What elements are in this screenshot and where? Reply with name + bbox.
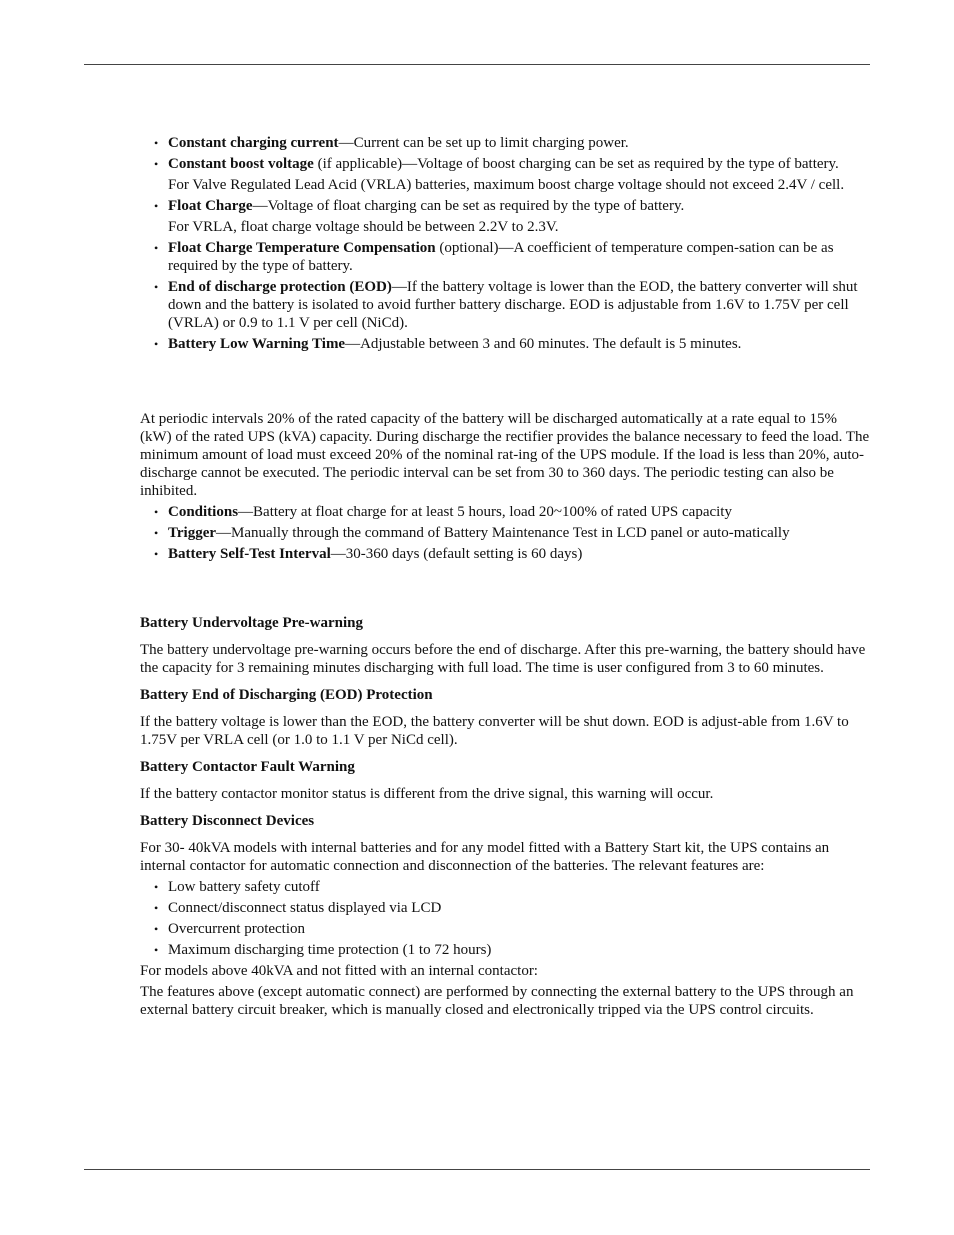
list-item [140,524,870,542]
spacer [140,356,870,410]
disconnect-paragraph: For 30- 40kVA models with internal batteries and for any model fitted with a Battery Start kit, the UPS contains an internal contactor for automatic connection and disconnection of the batteries. The relevant features are: [140,840,830,874]
bullet-icon: • [154,880,159,894]
list-item [140,878,870,896]
item-note: For Valve Regulated Lead Acid (VRLA) batteries, maximum boost charge voltage should not exceed 2.4V / cell. [168,177,845,193]
charging-parameters-list [140,134,870,353]
list-item [140,545,870,563]
list-item [140,278,870,332]
bullet-icon: • [154,136,159,150]
item-text: Maximum discharging time protection (1 to 72 hours) [168,942,492,958]
spacer [140,566,870,614]
list-item [140,920,870,938]
item-title: Float Charge Temperature Compensation [168,240,436,256]
bullet-icon: • [154,505,159,519]
item-text: Low battery safety cutoff [168,879,320,895]
heading-contactor-fault: Battery Contactor Fault Warning [140,759,355,775]
eod-paragraph: If the battery voltage is lower than the EOD, the battery converter will be shut down. EOD is adjust-able from 1.6V to 1.75V per VRLA cell (or 1.0 to 1.1 V per NiCd cell). [140,714,849,748]
item-text: Overcurrent protection [168,921,306,937]
list-item [140,197,870,215]
list-item [140,239,870,275]
item-title: Battery Low Warning Time [168,336,346,352]
item-title: End of discharge protection (EOD) [168,279,392,295]
item-title: Conditions [168,504,239,520]
item-text: —Battery at float charge for at least 5 hours, load 20~100% of rated UPS capacity [238,504,732,520]
bullet-icon: • [154,157,159,171]
item-title: Constant boost voltage [168,156,314,172]
self-test-paragraph: At periodic intervals 20% of the rated capacity of the battery will be discharged automatically at a rate equal to 15% (kW) of the rated UPS (kVA) capacity. During discharge the rectifier provides the balance necessary to feed the load. The minimum amount of load must exceed 20% of the nominal rat-ing of the UPS module. If the load is less than 20%, auto-discharge cannot be executed. The periodic interval can be set from 30 to 360 days. The periodic testing can also be inhibited. [140,411,870,499]
item-text: —If the battery voltage is lower than the EOD, the battery converter will shut down and the battery is isolated to avoid further battery discharge. EOD is adjustable from 1.6V to 1.75V per cell (VRLA) or 0.9 to 1.1 V per cell (NiCd). [168,279,858,331]
external-breaker-paragraph: The features above (except automatic connect) are performed by connecting the external battery to the UPS through an external battery circuit breaker, which is manually closed and electronically tripped via the UPS control circuits. [140,984,854,1018]
item-note: For VRLA, float charge voltage should be between 2.2V to 2.3V. [168,219,559,235]
heading-undervoltage: Battery Undervoltage Pre-warning [140,615,364,631]
undervoltage-paragraph: The battery undervoltage pre-warning occurs before the end of discharge. After this pre-warning, the battery should have the capacity for 3 remaining minutes discharging with full load. The time is user configured from 3 to 60 minutes. [140,642,866,676]
bullet-icon: • [154,280,159,294]
bullet-icon: • [154,337,159,351]
bullet-icon: • [154,943,159,957]
item-text: (optional)—A coefficient of temperature compen-sation can be as required by the type of battery. [168,240,834,274]
bullet-icon: • [154,241,159,255]
heading-eod-protection: Battery End of Discharging (EOD) Protection [140,687,433,703]
item-text: (if applicable)—Voltage of boost charging can be set as required by the type of battery. [313,156,839,172]
list-item [140,155,870,173]
bullet-icon: • [154,526,159,540]
heading-disconnect-devices: Battery Disconnect Devices [140,813,315,829]
footer-rule [84,1169,870,1170]
item-text: —Adjustable between 3 and 60 minutes. The default is 5 minutes. [345,336,742,352]
header-rule [84,64,870,65]
self-test-list [140,503,870,563]
models-paragraph: For models above 40kVA and not fitted with an internal contactor: [140,963,538,979]
item-title: Battery Self-Test Interval [168,546,331,562]
bullet-icon: • [154,922,159,936]
contactor-paragraph: If the battery contactor monitor status is different from the drive signal, this warning will occur. [140,786,714,802]
bullet-icon: • [154,547,159,561]
item-text: Connect/disconnect status displayed via LCD [168,900,442,916]
list-item [140,941,870,959]
item-text: —30-360 days (default setting is 60 days) [330,546,583,562]
list-item [140,134,870,152]
list-item [140,503,870,521]
list-item [140,335,870,353]
list-item [140,899,870,917]
bullet-icon: • [154,199,159,213]
item-title: Float Charge [168,198,253,214]
item-text: —Current can be set up to limit charging power. [338,135,629,151]
item-text: —Manually through the command of Battery Maintenance Test in LCD panel or auto-matically [216,525,790,541]
page-content [140,134,870,1022]
item-title: Constant charging current [168,135,339,151]
item-title: Trigger [168,525,217,541]
features-list [140,878,870,959]
bullet-icon: • [154,901,159,915]
item-text: —Voltage of float charging can be set as required by the type of battery. [252,198,685,214]
